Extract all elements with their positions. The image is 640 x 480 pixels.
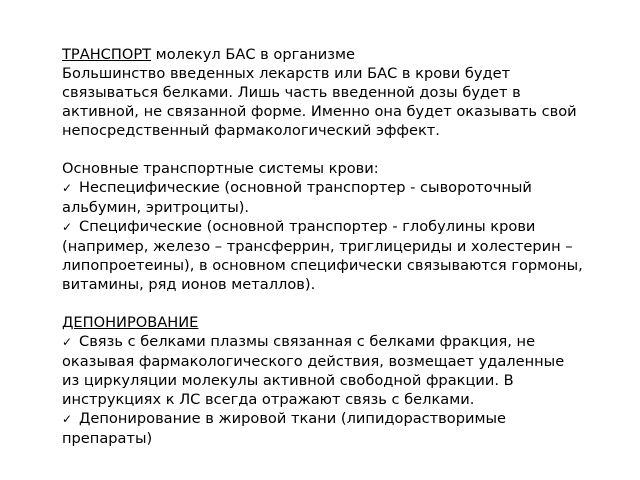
depot-heading: ДЕПОНИРОВАНИЕ [62,314,199,331]
list-item-text: Связь с белками плазмы связанная с белками фракция, не оказывая фармакологического действия, возмещает удаленные из циркуляции молекулы активной свободной фракции. В инструкциях к ЛС всегда отражают связь с белками. [62,333,565,408]
checkmark-icon: ✓ [62,412,73,426]
list-item [62,332,584,409]
list-item-text: Депонирование в жировой ткани (липидорастворимые препараты) [62,410,506,447]
list-item-text: Неспецифические (основной транспортер - сывороточный альбумин, эритроциты). [62,179,532,216]
depot-heading-line [62,313,584,332]
checkmark-icon: ✓ [62,181,73,195]
transport-paragraph: Большинство введенных лекарств или БАС в крови будет связываться белками. Лишь часть введенной дозы будет в активной, не связанной форме. Именно она будет оказывать свой непосредственный фармакологический эффект. [62,65,577,139]
list-item [62,409,584,448]
spacer [62,140,584,159]
slide-text [62,45,584,448]
checkmark-icon: ✓ [62,220,73,234]
transport-heading-line [62,45,584,64]
checkmark-icon: ✓ [62,335,73,349]
transport-heading: ТРАНСПОРТ [62,46,152,63]
systems-intro: Основные транспортные системы крови: [62,160,379,177]
list-item-text: Специфические (основной транспортер - глобулины крови (например, железо – трансферрин, триглицериды и холестерин – липопроетеины), в основном специфически связываются гормоны, витамины, ряд ионов металлов). [62,218,583,293]
spacer [62,294,584,313]
list-item [62,217,584,294]
transport-heading-rest: молекул БАС в организме [151,46,355,63]
list-item [62,178,584,217]
